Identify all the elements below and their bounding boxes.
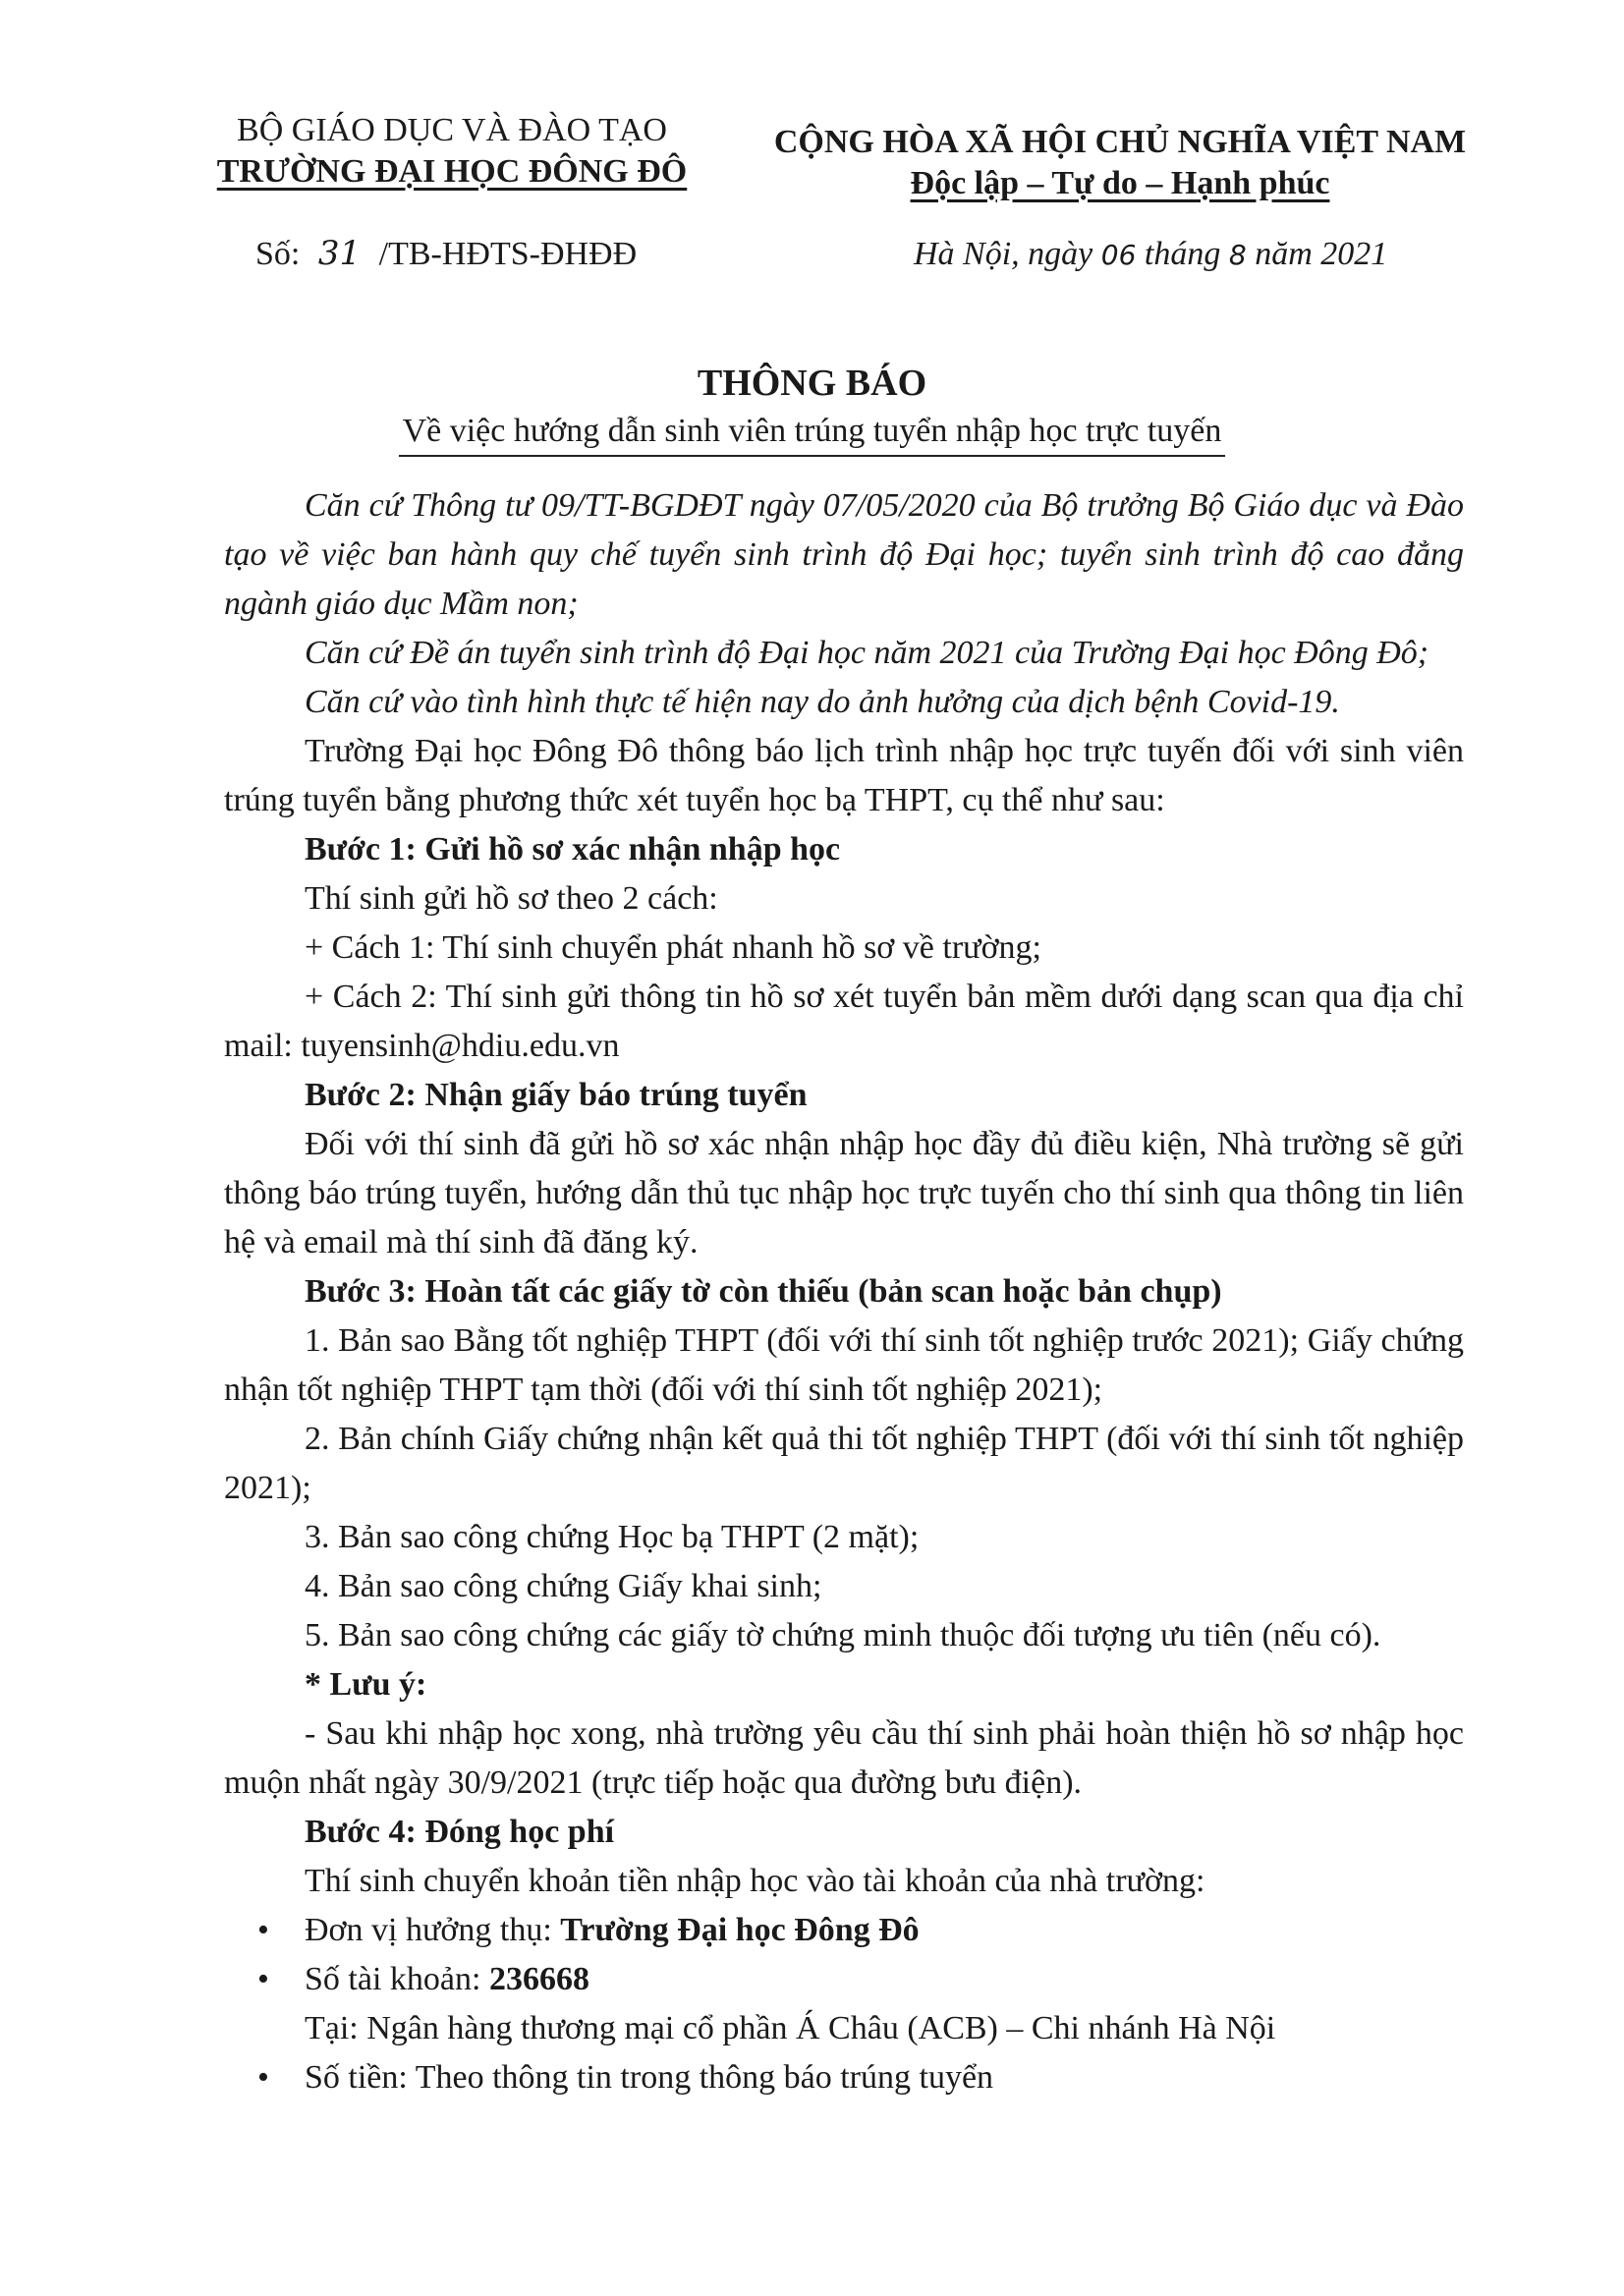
preamble-1: Căn cứ Thông tư 09/TT-BGDĐT ngày 07/05/2020 của Bộ trưởng Bộ Giáo dục và Đào tạo về việc ban hành quy chế tuyển sinh trình độ Đại học; tuyển sinh trình độ cao đẳng ngành giáo dục Mầm non; xyxy=(224,487,1464,622)
step1-line-2: + Cách 1: Thí sinh chuyển phát nhanh hồ sơ về trường; xyxy=(305,929,1041,966)
document-body xyxy=(224,481,1464,2102)
step2-heading: Bước 2: Nhận giấy báo trúng tuyển xyxy=(305,1077,808,1113)
step3-item-4: 4. Bản sao công chứng Giấy khai sinh; xyxy=(305,1568,822,1604)
intro-paragraph: Trường Đại học Đông Đô thông báo lịch trình nhập học trực tuyến đối với sinh viên trúng tuyển bằng phương thức xét tuyển học bạ THPT, cụ thể như sau: xyxy=(224,733,1464,818)
university-name: TRƯỜNG ĐẠI HỌC ĐÔNG ĐÔ xyxy=(216,153,688,190)
bullet-icon: • xyxy=(257,1912,269,1948)
step4-heading: Bước 4: Đóng học phí xyxy=(305,1814,615,1850)
step3-item-2: 2. Bản chính Giấy chứng nhận kết quả thi tốt nghiệp THPT (đối với thí sinh tốt nghiệp 2021); xyxy=(224,1421,1464,1506)
ministry-name: BỘ GIÁO DỤC VÀ ĐÀO TẠO xyxy=(237,112,667,148)
step2-text: Đối với thí sinh đã gửi hồ sơ xác nhận nhập học đầy đủ điều kiện, Nhà trường sẽ gửi thông báo trúng tuyển, hướng dẫn thủ tục nhập học trực tuyến cho thí sinh qua thông tin liên hệ và email mà thí sinh đã đăng ký. xyxy=(224,1126,1464,1260)
handwritten-day: 06 xyxy=(1100,239,1137,271)
document-subtitle: Về việc hướng dẫn sinh viên trúng tuyển nhập học trực tuyến xyxy=(0,413,1624,450)
bullet-icon: • xyxy=(257,1961,269,1997)
preamble-3: Căn cứ vào tình hình thực tế hiện nay do ảnh hưởng của dịch bệnh Covid-19. xyxy=(305,684,1340,720)
document-title: THÔNG BÁO xyxy=(697,363,927,404)
bank-item: Tại: Ngân hàng thương mại cổ phần Á Châu (ACB) – Chi nhánh Hà Nội xyxy=(305,2010,1276,2046)
document-date: Hà Nội, ngày 06 tháng 8 năm 2021 xyxy=(914,236,1388,272)
national-motto: Độc lập – Tự do – Hạnh phúc xyxy=(910,165,1330,201)
handwritten-number: 31 xyxy=(317,234,362,273)
step1-heading: Bước 1: Gửi hồ sơ xác nhận nhập học xyxy=(305,831,841,868)
note-text: - Sau khi nhập học xong, nhà trường yêu cầu thí sinh phải hoàn thiện hồ sơ nhập học muộn nhất ngày 30/9/2021 (trực tiếp hoặc qua đường bưu điện). xyxy=(224,1715,1464,1801)
step3-item-3: 3. Bản sao công chứng Học bạ THPT (2 mặt); xyxy=(305,1519,920,1555)
beneficiary-item: • Đơn vị hưởng thụ: Trường Đại học Đông Đô xyxy=(224,1906,1464,1955)
step3-item-5: 5. Bản sao công chứng các giấy tờ chứng minh thuộc đối tượng ưu tiên (nếu có). xyxy=(305,1617,1381,1653)
bullet-icon: • xyxy=(257,2059,269,2096)
step3-heading: Bước 3: Hoàn tất các giấy tờ còn thiếu (bản scan hoặc bản chụp) xyxy=(305,1273,1222,1310)
step1-line-1: Thí sinh gửi hồ sơ theo 2 cách: xyxy=(305,880,718,917)
account-item: • Số tài khoản: 236668 xyxy=(224,1955,1464,2004)
account-value: 236668 xyxy=(488,1961,589,1997)
document-number: Số: 31 /TB-HĐTS-ĐHĐĐ xyxy=(255,234,638,273)
step3-item-1: 1. Bản sao Bằng tốt nghiệp THPT (đối với thí sinh tốt nghiệp trước 2021); Giấy chứng nhận tốt nghiệp THPT tạm thời (đối với thí sinh tốt nghiệp 2021); xyxy=(224,1322,1464,1408)
note-label: * Lưu ý: xyxy=(305,1666,427,1703)
payment-details xyxy=(224,1906,1464,2102)
country-name: CỘNG HÒA XÃ HỘI CHỦ NGHĨA VIỆT NAM xyxy=(773,124,1467,160)
beneficiary-value: Trường Đại học Đông Đô xyxy=(560,1912,920,1948)
preamble-2: Căn cứ Đề án tuyển sinh trình độ Đại học năm 2021 của Trường Đại học Đông Đô; xyxy=(305,635,1429,671)
ministry-header xyxy=(177,110,727,193)
amount-item: • Số tiền: Theo thông tin trong thông báo trúng tuyển xyxy=(224,2053,1464,2102)
national-header xyxy=(766,122,1474,204)
step4-text: Thí sinh chuyển khoản tiền nhập học vào tài khoản của nhà trường: xyxy=(305,1863,1205,1899)
step1-line-3: + Cách 2: Thí sinh gửi thông tin hồ sơ xét tuyển bản mềm dưới dạng scan qua địa chỉ mail: tuyensinh@hdiu.edu.vn xyxy=(224,979,1464,1064)
handwritten-month: 8 xyxy=(1228,239,1247,271)
